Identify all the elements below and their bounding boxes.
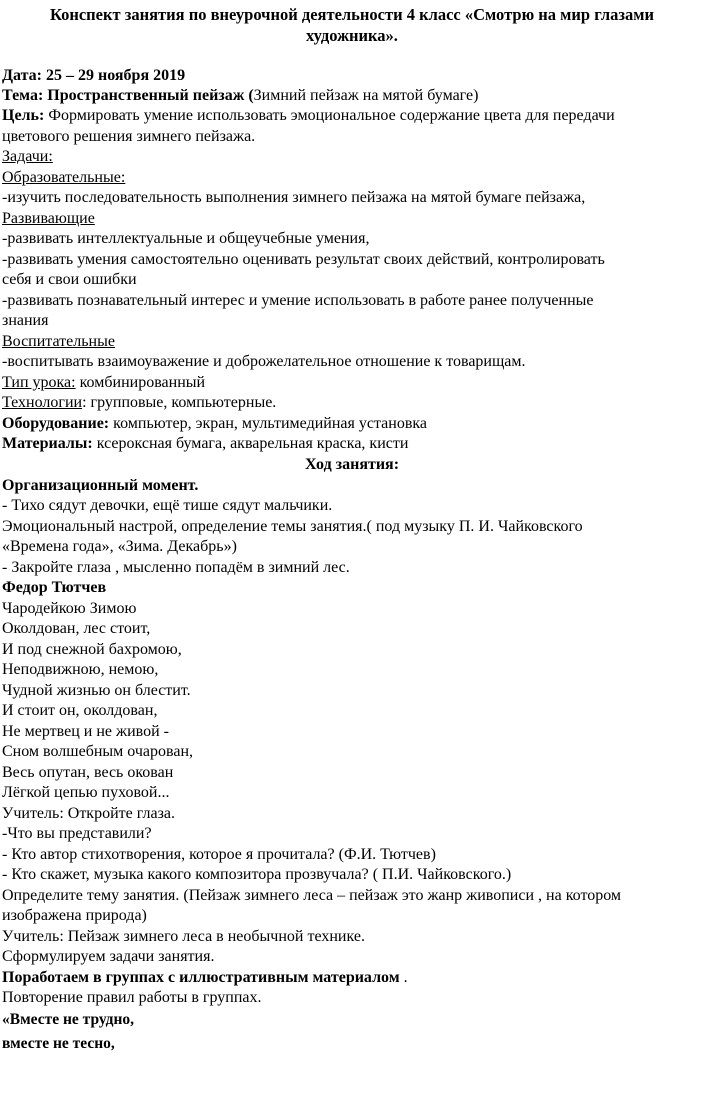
topic-value: Зимний пейзаж на мятой бумаге) xyxy=(253,87,479,104)
tasks-heading: Задачи: xyxy=(2,148,53,165)
developing-item-2-line-2: себя и свои ошибки xyxy=(2,271,137,288)
tech-value: : групповые, компьютерные. xyxy=(82,394,277,411)
lesson-type-line xyxy=(2,373,205,394)
poem-line: Чудной жизнью он блестит. xyxy=(2,682,191,699)
developing-item-3-line-1: -развивать познавательный интерес и умение использовать в работе ранее полученные xyxy=(2,292,594,309)
dialogue-line: Сформулируем задачи занятия. xyxy=(2,948,215,965)
date-line: Дата: 25 – 29 ноября 2019 xyxy=(2,67,186,84)
developing-item-3-line-2: знания xyxy=(2,312,49,329)
group-work-tail: . xyxy=(399,969,408,986)
org-line-4: - Закройте глаза , мысленно попадём в зимний лес. xyxy=(2,559,350,576)
materials-value: ксероксная бумага, акварельная краска, кисти xyxy=(92,435,409,452)
dialogue-line: Учитель: Пейзаж зимнего леса в необычной технике. xyxy=(2,928,365,945)
poem-line: Весь опутан, весь окован xyxy=(2,764,174,781)
poem-line: Неподвижною, немою, xyxy=(2,661,159,678)
dialogue-line: Учитель: Откройте глаза. xyxy=(2,805,175,822)
org-line-2: Эмоциональный настрой, определение темы занятия.( под музыку П. И. Чайковского xyxy=(2,518,583,535)
poem-line: Околдован, лес стоит, xyxy=(2,620,151,637)
lesson-type-label: Тип урока: xyxy=(2,374,76,391)
poem-line: Лёгкой цепью пуховой... xyxy=(2,784,170,801)
poem-line: Чародейкою Зимою xyxy=(2,600,137,617)
developing-item-2-line-1: -развивать умения самостоятельно оценивать результат своих действий, контролировать xyxy=(2,251,605,268)
course-heading: Ход занятия: xyxy=(304,456,400,473)
developing-heading: Развивающие xyxy=(2,210,95,227)
rules-line: Повторение правил работы в группах. xyxy=(2,989,262,1006)
materials-label: Материалы: xyxy=(2,435,93,452)
poem-line: Не мертвец и не живой - xyxy=(2,723,169,740)
org-heading: Организационный момент. xyxy=(2,477,199,494)
poet-name: Федор Тютчев xyxy=(2,579,107,596)
group-work-bold: Поработаем в группах с иллюстративным материалом xyxy=(2,969,400,986)
rhyme-line-2: вместе не тесно, xyxy=(2,1035,115,1052)
topic-line xyxy=(2,86,478,107)
goal-label: Цель: xyxy=(2,107,45,124)
upbringing-item: -воспитывать взаимоуважение и доброжелательное отношение к товарищам. xyxy=(2,353,526,370)
org-line-1: - Тихо сядут девочки, ещё тише сядут мальчики. xyxy=(2,497,333,514)
equipment-label: Оборудование: xyxy=(2,415,110,432)
lesson-type-value: комбинированный xyxy=(75,374,206,391)
goal-line-2: цветового решения зимнего пейзажа. xyxy=(2,128,256,145)
developing-item-1: -развивать интеллектуальные и общеучебные умения, xyxy=(2,230,370,247)
dialogue-line: изображена природа) xyxy=(2,907,147,924)
rhyme-line-1: «Вместе не трудно, xyxy=(2,1011,135,1028)
org-line-3: «Времена года», «Зима. Декабрь») xyxy=(2,538,237,555)
document-title-line-1: Конспект занятия по внеурочной деятельности 4 класс «Смотрю на мир глазами xyxy=(49,5,655,24)
poem-line: И под снежной бахромою, xyxy=(2,641,182,658)
dialogue-line: - Кто скажет, музыка какого композитора прозвучала? ( П.И. Чайковского.) xyxy=(2,866,512,883)
tech-label: Технологии xyxy=(2,394,83,411)
poem-line: И стоит он, околдован, xyxy=(2,702,158,719)
goal-text-1: Формировать умение использовать эмоциональное содержание цвета для передачи xyxy=(44,107,615,124)
tech-line xyxy=(2,393,276,414)
dialogue-line: -Что вы представили? xyxy=(2,825,152,842)
educational-heading: Образовательные: xyxy=(2,169,126,186)
topic-label: Тема: Пространственный пейзаж ( xyxy=(2,87,254,104)
document-title-line-2: художника». xyxy=(306,26,398,45)
upbringing-heading: Воспитательные xyxy=(2,333,115,350)
goal-line-1 xyxy=(2,106,615,127)
poem-line: Сном волшебным очарован, xyxy=(2,743,194,760)
dialogue-line: Определите тему занятия. (Пейзаж зимнего леса – пейзаж это жанр живописи , на котором xyxy=(2,887,622,904)
dialogue-line: - Кто автор стихотворения, которое я прочитала? (Ф.И. Тютчев) xyxy=(2,846,436,863)
educational-item: -изучить последовательность выполнения зимнего пейзажа на мятой бумаге пейзажа, xyxy=(2,189,586,206)
materials-line xyxy=(2,434,408,455)
equipment-line xyxy=(2,414,427,435)
equipment-value: компьютер, экран, мультимедийная установка xyxy=(109,415,427,432)
group-work-line xyxy=(2,968,408,989)
